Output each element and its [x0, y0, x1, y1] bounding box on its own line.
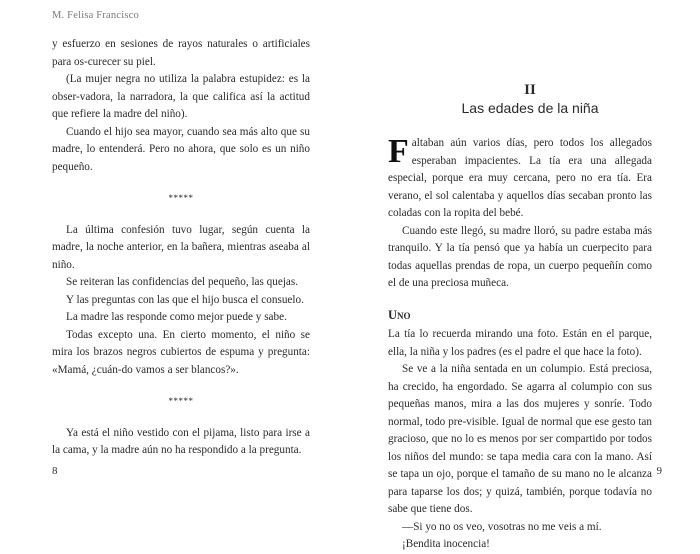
page-number: 9	[656, 465, 662, 477]
paragraph: Y las preguntas con las que el hijo busca el consuelo.	[66, 293, 304, 306]
first-paragraph	[388, 135, 652, 223]
section-separator: *****	[168, 193, 194, 203]
page-number: 8	[52, 465, 58, 477]
paragraph: Se ve a la niña sentada en un columpio. Está preciosa, ha crecido, ha engordado. Se agarra al columpio con sus pequeñas manos, mira a las dos mujeres y sonríe. Todo normal, todo pre-visible. Igual de normal que ese gesto tan gracioso, que no lo es menos por ser compartido por todos los niños del mundo: se tapa media cara con la mano. Así se tapa un ojo, porque el tamaño de su mano no le alcanza para taparse los dos; y quizá, también, porque todavía no sabe que tiene dos.	[388, 363, 652, 515]
paragraph: La última confesión tuvo lugar, según cuenta la madre, la noche anterior, en la bañera, mientras aseaba al niño.	[52, 223, 310, 271]
right-paragraphs-group-b	[388, 326, 652, 554]
section-separator: *****	[168, 396, 194, 406]
first-paragraph-text: altaban aún varios días, pero todos los allegados esperaban impacientes. La tía era una allegada especial, porque era muy cercana, pero no era tía. Era verano, el sol calentaba y aquellos días secaban pronto las coladas con la ropita del bebé.	[388, 137, 652, 219]
running-head: M. Felisa Francisco	[52, 10, 139, 21]
right-paragraphs-group-a	[388, 223, 652, 293]
left-page-body	[52, 36, 310, 460]
paragraph: (La mujer negra no utiliza la palabra estupidez: es la obser-vadora, la narradora, la que califica así la actitud que refiere la madre del niño).	[52, 73, 310, 120]
paragraph: Ya está el niño vestido con el pijama, listo para irse a la cama, y la madre aún no ha respondido a la pregunta.	[52, 426, 310, 456]
paragraph: —Si yo no os veo, vosotras no me veis a mí.	[402, 520, 602, 533]
right-page	[350, 0, 700, 550]
section-heading: Uno	[388, 307, 411, 322]
left-paragraphs-group-b	[52, 222, 310, 380]
paragraph: Se reiteran las confidencias del pequeño, las quejas.	[66, 276, 299, 288]
left-paragraphs-group-c	[52, 425, 310, 460]
left-paragraphs-group-a	[52, 36, 310, 176]
paragraph: ¡Bendita inocencia!	[402, 538, 490, 550]
paragraph: Todas excepto una. En cierto momento, el niño se mira los brazos negros cubiertos de espuma y pregunta: «Mamá, ¿cuán-do vamos a ser blancos?».	[52, 328, 310, 376]
paragraph: Cuando el hijo sea mayor, cuando sea más alto que su madre, lo entenderá. Pero no ahora, que solo es un niño pequeño.	[52, 125, 310, 173]
chapter-title: Las edades de la niña	[461, 100, 599, 116]
right-page-body	[388, 135, 652, 554]
drop-cap: F	[388, 133, 409, 170]
left-page	[0, 0, 350, 500]
paragraph: La madre las responde como mejor puede y sabe.	[66, 311, 287, 323]
paragraph: La tía lo recuerda mirando una foto. Están en el parque, ella, la niña y los padres (es el padre el que hace la foto).	[388, 328, 652, 358]
chapter-number: II	[524, 82, 536, 98]
paragraph: y esfuerzo en sesiones de rayos naturales o artificiales para os-curecer su piel.	[52, 38, 310, 68]
paragraph: Cuando este llegó, su madre lloró, su padre estaba más tranquilo. Y la tía pensó que ya había un cuerpecito para todas aquellas prendas de ropa, un cuerpo pequeñín como el de una preciosa muñeca.	[388, 224, 652, 289]
